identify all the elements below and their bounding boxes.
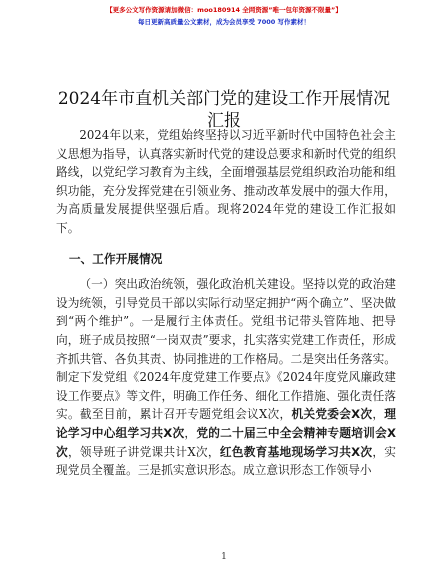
page-number: 1 [221,552,227,562]
banner-line-2: 每日更新高质量公文素材，成为会员享受 7000 写作素材！ [137,18,311,26]
intro-paragraph: 2024年以来，党组始终坚持以习近平新时代中国特色社会主义思想为指导，认真落实新时代党的建设总要求和新时代党的组织路线，以党纪学习教育为主线，全面增强基层党组织政治功能和组织功能，充分发挥党建在引领业务、推动改革发展中的强大作用，为高质量发展提供坚强后盾。现将2024年党的建设工作汇报如下。 [56,128,396,235]
bold-phrase: 党的二十届三中全会精神专题培训会X次 [56,425,396,459]
bold-phrase: 机关党委会X次 [291,407,373,422]
para-text: （一）突出政治统领，强化政治机关建设。坚持以党的政治建设为统领，引导党员干部以实际行动坚定拥护“两个确立”、坚决做到“两个维护”。一是履行主体责任。党组书记带头管阵地、把导向，班子成员按照“一岗双责”要求，扎实落实党建工作责任，形成齐抓共管、各负其责、协同推进的工作格局。二是突出任务落实。制定下发党组《2024年度党建工作要点》《2024年度党风廉政建设工作要点》等文件，明确工作任务、细化工作措施、强化责任落实。截至目前，累计召开专题党组会议X次， [56,277,396,422]
section-paragraph [56,275,396,480]
document-title: 2024年市直机关部门党的建设工作开展情况汇报 [57,89,391,131]
document-body [56,126,396,480]
para-text: ，领导班子讲党课共计X次， [67,444,220,459]
promo-banner [0,4,448,28]
para-text: ， [372,407,385,422]
para-text: ，实现党员全覆盖。三是抓实意识形态。成立意识形态工作领导小 [56,444,396,478]
section-heading: 一、工作开展情况 [68,251,163,266]
banner-line-1: 【更多公文写作资源请加微信：moo180914 全网资源”唯一包年资源不限量”】 [106,6,342,14]
bold-phrase: 理论学习中心组学习共X次 [56,407,396,440]
para-text: ， [184,425,197,440]
bold-phrase: 红色教育基地现场学习共X次 [219,444,373,459]
